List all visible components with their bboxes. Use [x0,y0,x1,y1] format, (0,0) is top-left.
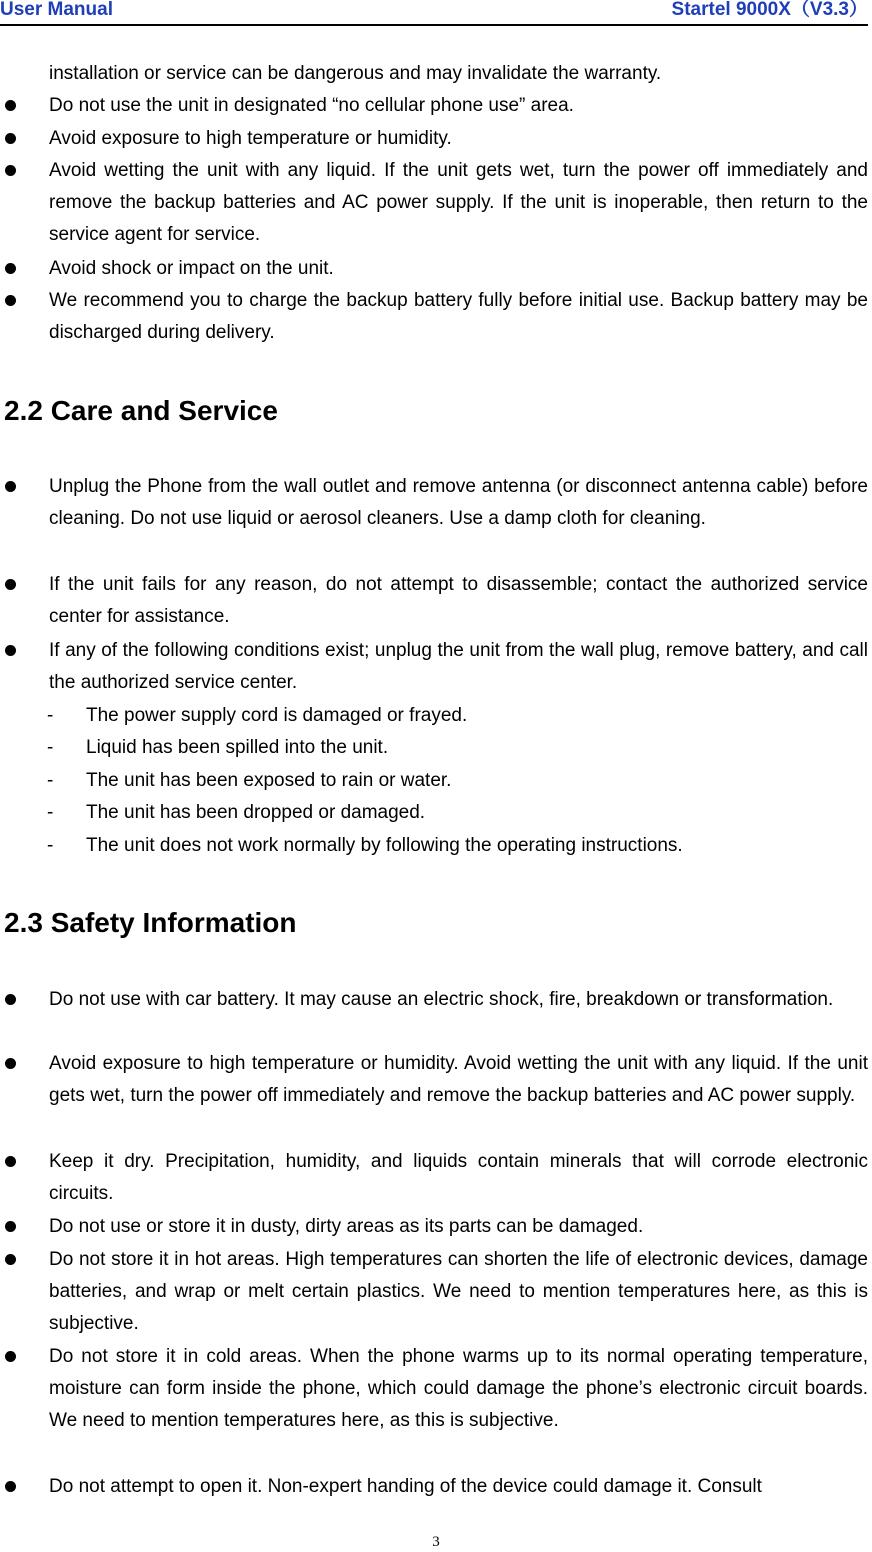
bullet-icon [5,1221,16,1232]
list-item-text: Avoid shock or impact on the unit. [49,258,334,279]
condition-text: Liquid has been spilled into the unit. [86,737,389,758]
bullet-icon [5,1351,16,1362]
bullet-icon [5,645,16,656]
list-item-text: Keep it dry. Precipitation, humidity, and liquids contain minerals that will corrode electronic circuits. [49,1151,868,1204]
header-product: Startel 9000X（V3.3） [671,0,868,20]
header-title: User Manual [0,0,113,20]
continuation-text: installation or service can be dangerous and may invalidate the warranty. [49,63,662,84]
bullet-icon [5,263,16,274]
section-heading-safety-information: 2.3 Safety Information [4,907,297,938]
bullet-icon [5,133,16,144]
list-item-text: We recommend you to charge the backup battery fully before initial use. Backup battery may be discharged during delivery. [49,290,868,343]
dash-marker: - [47,705,54,726]
bullet-icon [5,1254,16,1265]
list-item-text: If any of the following conditions exist; unplug the unit from the wall plug, remove battery, and call the authorized service center. [49,640,868,693]
condition-text: The power supply cord is damaged or frayed. [86,705,468,726]
list-item-text: Do not attempt to open it. Non-expert handing of the device could damage it. Consult [49,1476,762,1497]
list-item-text: Avoid wetting the unit with any liquid. If the unit gets wet, turn the power off immediately and remove the backup batteries and AC power supply. If the unit is inoperable, then return to the service agent for service. [49,160,868,245]
list-item-text: Do not use or store it in dusty, dirty areas as its parts can be damaged. [49,1216,644,1237]
section-heading-care-and-service: 2.2 Care and Service [4,395,278,426]
page-header [0,0,868,26]
condition-text: The unit does not work normally by following the operating instructions. [86,835,683,856]
list-item-text: Do not use with car battery. It may cause an electric shock, fire, breakdown or transformation. [49,989,834,1010]
dash-marker: - [47,770,54,791]
bullet-icon [5,1481,16,1492]
list-item-text: Unplug the Phone from the wall outlet and remove antenna (or disconnect antenna cable) before cleaning. Do not use liquid or aerosol cleaners. Use a damp cloth for cleaning. [49,476,868,529]
list-item-text: Avoid exposure to high temperature or humidity. Avoid wetting the unit with any liquid. If the unit gets wet, turn the power off immediately and remove the backup batteries and AC power supply. [49,1053,868,1106]
list-item-text: Do not store it in cold areas. When the phone warms up to its normal operating temperature, moisture can form inside the phone, which could damage the phone’s electronic circuit boards. We need to mention temperatures here, as this is subjective. [49,1346,868,1431]
list-item-text: Do not use the unit in designated “no cellular phone use” area. [49,95,574,116]
list-item-text: If the unit fails for any reason, do not attempt to disassemble; contact the authorized service center for assistance. [49,574,868,627]
dash-marker: - [47,802,54,823]
bullet-icon [5,295,16,306]
bullet-icon [5,481,16,492]
list-item-text: Avoid exposure to high temperature or humidity. [49,128,452,149]
dash-marker: - [47,737,54,758]
condition-text: The unit has been exposed to rain or water. [86,770,452,791]
bullet-icon [5,1156,16,1167]
bullet-icon [5,1058,16,1069]
page-number: 3 [432,1534,440,1550]
condition-text: The unit has been dropped or damaged. [86,802,426,823]
bullet-icon [5,994,16,1005]
bullet-icon [5,100,16,111]
dash-marker: - [47,835,54,856]
list-item-text: Do not store it in hot areas. High temperatures can shorten the life of electronic devices, damage batteries, and wrap or melt certain plastics. We need to mention temperatures here, as this is subjective. [49,1249,868,1334]
bullet-icon [5,165,16,176]
bullet-icon [5,579,16,590]
